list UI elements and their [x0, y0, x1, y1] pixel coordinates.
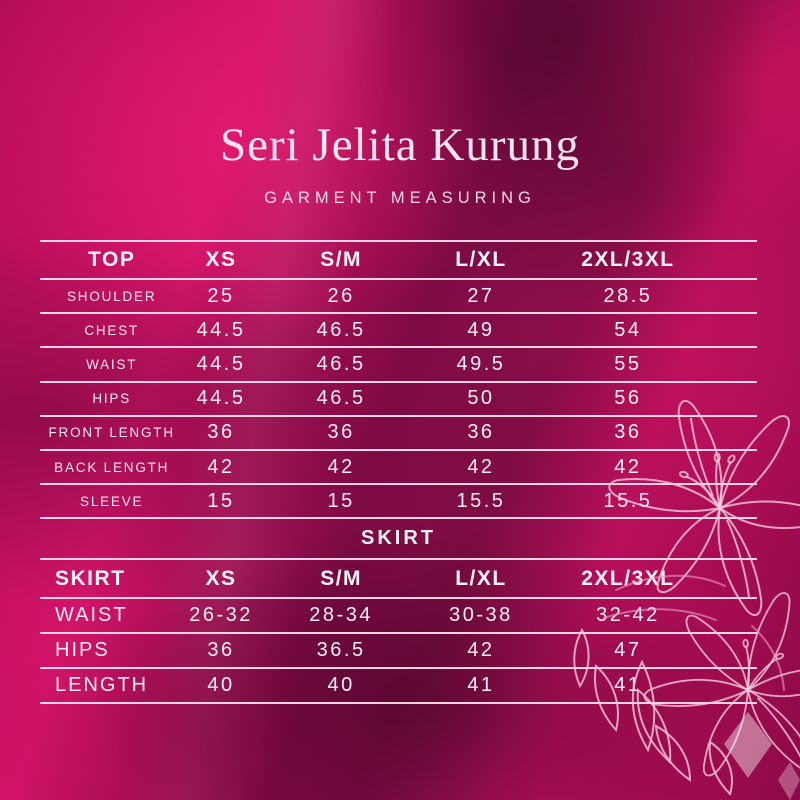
cell-value: 47 — [614, 639, 642, 662]
top-header: TOP — [88, 248, 136, 271]
table-row-shoulder — [40, 280, 757, 314]
cell-value: 42 — [467, 639, 495, 662]
measurement-tables — [40, 240, 757, 704]
row-label: BACK LENGTH — [54, 459, 170, 475]
skirt-section-title-text: SKIRT — [361, 527, 436, 550]
cell-value: 42 — [207, 455, 235, 478]
cell-value: 28-34 — [309, 604, 373, 627]
cell-value: 27 — [467, 284, 495, 307]
table-row-chest — [40, 314, 757, 348]
cell-value: 28.5 — [603, 284, 653, 307]
cell-value: 15.5 — [603, 489, 653, 512]
cell-value: 40 — [207, 674, 235, 697]
size-header-lxl: L/XL — [455, 248, 507, 271]
size-header-2xl3xl: 2XL/3XL — [581, 248, 675, 271]
cell-value: 56 — [614, 387, 642, 410]
cell-value: 41 — [614, 674, 642, 697]
row-label: FRONT LENGTH — [48, 425, 175, 441]
cell-value: 26-32 — [189, 604, 253, 627]
table-row-sleeve — [40, 485, 757, 519]
size-header-xs: XS — [205, 566, 237, 590]
cell-value: 41 — [467, 674, 495, 697]
top-table-header-row — [40, 242, 757, 280]
table-row-skirt-hips — [40, 634, 757, 669]
cell-value: 36 — [327, 421, 355, 444]
page-subtitle: GARMENT MEASURING — [264, 189, 536, 207]
skirt-section-title — [40, 519, 757, 560]
cell-value: 50 — [467, 387, 495, 410]
row-label: LENGTH — [55, 674, 149, 697]
skirt-header: SKIRT — [55, 566, 126, 590]
cell-value: 44.5 — [196, 318, 246, 341]
cell-value: 46.5 — [316, 352, 366, 375]
cell-value: 49.5 — [456, 352, 506, 375]
cell-value: 36 — [207, 639, 235, 662]
row-label: WAIST — [55, 604, 128, 627]
row-label: HIPS — [92, 391, 132, 407]
cell-value: 46.5 — [316, 387, 366, 410]
highlight-diamond — [724, 712, 772, 778]
cell-value: 30-38 — [449, 604, 513, 627]
cell-value: 15.5 — [456, 489, 506, 512]
size-header-sm: S/M — [320, 248, 363, 271]
cell-value: 32-42 — [596, 604, 660, 627]
row-label: CHEST — [84, 322, 140, 338]
table-row-hips — [40, 383, 757, 417]
cell-value: 42 — [327, 455, 355, 478]
row-label: WAIST — [86, 356, 138, 372]
size-header-lxl: L/XL — [455, 566, 507, 590]
table-row-front-length — [40, 417, 757, 451]
cell-value: 46.5 — [316, 318, 366, 341]
table-row-skirt-length — [40, 669, 757, 704]
cell-value: 42 — [467, 455, 495, 478]
cell-value: 44.5 — [196, 387, 246, 410]
cell-value: 36 — [207, 421, 235, 444]
skirt-table-header-row — [40, 560, 757, 599]
cell-value: 36 — [614, 421, 642, 444]
page-title: Seri Jelita Kurung — [220, 119, 580, 171]
table-row-back-length — [40, 451, 757, 485]
cell-value: 25 — [207, 284, 235, 307]
cell-value: 36 — [467, 421, 495, 444]
size-header-xs: XS — [205, 248, 237, 271]
cell-value: 15 — [327, 489, 355, 512]
cell-value: 36.5 — [316, 639, 366, 662]
cell-value: 15 — [207, 489, 235, 512]
cell-value: 44.5 — [196, 352, 246, 375]
cell-value: 49 — [467, 318, 495, 341]
cell-value: 55 — [614, 352, 642, 375]
cell-value: 42 — [614, 455, 642, 478]
cell-value: 54 — [614, 318, 642, 341]
size-header-sm: S/M — [320, 566, 363, 590]
size-header-2xl3xl: 2XL/3XL — [581, 566, 675, 590]
row-label: SHOULDER — [66, 288, 157, 304]
table-row-skirt-waist — [40, 599, 757, 634]
row-label: SLEEVE — [80, 493, 144, 509]
row-label: HIPS — [55, 639, 110, 662]
cell-value: 26 — [327, 284, 355, 307]
cell-value: 40 — [327, 674, 355, 697]
table-row-waist — [40, 348, 757, 382]
